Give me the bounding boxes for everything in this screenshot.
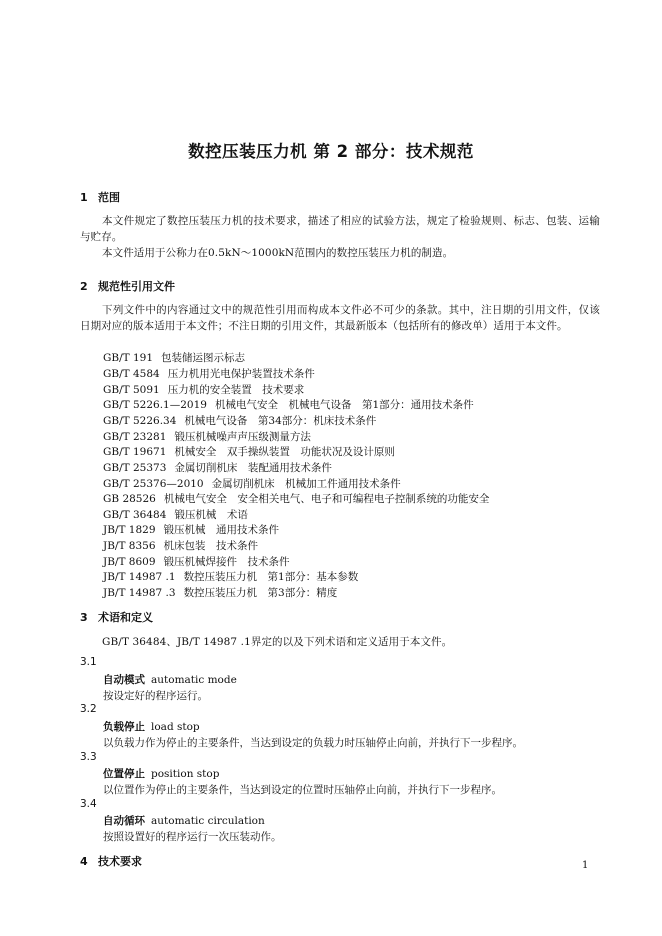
reference-title: 机械电气安全 机械电气设备 第1部分：通用技术条件 <box>214 399 474 411</box>
term-number: 3.1 <box>80 656 97 668</box>
reference-item <box>103 554 290 569</box>
reference-item <box>103 569 358 584</box>
term-heading <box>103 719 200 734</box>
document-title: 数控压装压力机 第 2 部分：技术规范 <box>188 142 474 161</box>
reference-title: 数控压装压力机 第1部分：基本参数 <box>183 571 359 583</box>
section-title: 规范性引用文件 <box>98 280 175 293</box>
reference-code: GB/T 5091 <box>103 384 160 396</box>
reference-code: JB/T 8609 <box>103 556 156 568</box>
reference-title: 金属切削机床 机械加工件通用技术条件 <box>211 478 401 490</box>
section-title: 技术要求 <box>98 855 142 868</box>
section-number: 3 <box>80 611 88 624</box>
reference-title: 包装储运图示标志 <box>161 352 246 364</box>
terms-intro: GB/T 36484、JB/T 14987 .1界定的以及下列术语和定义适用于本文件。 <box>102 636 453 648</box>
reference-code: GB/T 36484 <box>103 509 167 521</box>
page-number: 1 <box>582 860 589 871</box>
reference-code: GB/T 23281 <box>103 431 167 443</box>
reference-title: 数控压装压力机 第3部分：精度 <box>183 587 338 599</box>
term-zh: 位置停止 <box>103 768 145 780</box>
section-title: 术语和定义 <box>98 611 153 624</box>
term-heading <box>103 672 237 687</box>
reference-item <box>103 507 248 522</box>
reference-item <box>103 522 279 537</box>
term-heading <box>103 766 219 781</box>
reference-item <box>103 397 474 412</box>
reference-code: GB/T 5226.34 <box>103 415 177 427</box>
section-number: 1 <box>80 191 88 204</box>
reference-title: 压力机用光电保护装置技术条件 <box>167 368 315 380</box>
reference-item <box>103 538 258 553</box>
reference-title: 机械电气设备 第34部分：机床技术条件 <box>184 415 377 427</box>
section-1-heading <box>80 189 120 205</box>
reference-code: GB/T 5226.1—2019 <box>103 399 207 411</box>
reference-title: 压力机的安全装置 技术要求 <box>167 384 305 396</box>
reference-code: JB/T 1829 <box>103 524 156 536</box>
term-en: position stop <box>151 768 220 780</box>
reference-code: GB/T 19671 <box>103 446 167 458</box>
section-4-heading <box>80 853 142 869</box>
reference-item <box>103 350 245 365</box>
normative-intro: 下列文件中的内容通过文中的规范性引用而构成本文件必不可少的条款。其中，注日期的引用文件，仅该日期对应的版本适用于本文件；不注日期的引用文件，其最新版本（包括所有的修改单）适用于本文件。 <box>80 304 600 332</box>
section-2-heading <box>80 278 175 294</box>
reference-item <box>103 429 311 444</box>
reference-code: GB/T 4584 <box>103 368 160 380</box>
term-definition: 以负载力作为停止的主要条件，当达到设定的负载力时压轴停止向前，并执行下一步程序。 <box>103 737 523 749</box>
reference-title: 机床包装 技术条件 <box>163 540 259 552</box>
reference-code: JB/T 14987 .3 <box>103 587 176 599</box>
term-definition: 以位置作为停止的主要条件，当达到设定的位置时压轴停止向前，并执行下一步程序。 <box>103 784 502 796</box>
term-en: automatic circulation <box>151 815 265 827</box>
reference-item <box>103 366 315 381</box>
section-number: 4 <box>80 855 88 868</box>
term-number: 3.4 <box>80 798 97 810</box>
reference-title: 机械安全 双手操纵装置 功能状况及设计原则 <box>174 446 395 458</box>
reference-title: 锻压机械噪声声压级测量方法 <box>174 431 311 443</box>
reference-code: GB/T 25376—2010 <box>103 478 204 490</box>
reference-code: GB 28526 <box>103 493 156 505</box>
scope-paragraph-2: 本文件适用于公称力在0.5kN～1000kN范围内的数控压装压力机的制造。 <box>102 247 454 259</box>
reference-title: 锻压机械 术语 <box>174 509 248 521</box>
reference-title: 锻压机械焊接件 技术条件 <box>163 556 290 568</box>
reference-item <box>103 444 395 459</box>
term-number: 3.3 <box>80 751 97 763</box>
reference-title: 锻压机械 通用技术条件 <box>163 524 280 536</box>
term-heading <box>103 813 265 828</box>
scope-paragraph-1: 本文件规定了数控压装压力机的技术要求，描述了相应的试验方法，规定了检验规则、标志、包装、运输与贮存。 <box>80 215 600 243</box>
reference-item <box>103 491 489 506</box>
term-definition: 按照设置好的程序运行一次压装动作。 <box>103 831 282 843</box>
section-3-heading <box>80 609 153 625</box>
term-definition: 按设定好的程序运行。 <box>103 690 208 702</box>
term-en: load stop <box>151 721 200 733</box>
reference-item <box>103 382 304 397</box>
reference-item <box>103 476 401 491</box>
reference-item <box>103 585 337 600</box>
section-number: 2 <box>80 280 88 293</box>
reference-title: 机械电气安全 安全相关电气、电子和可编程电子控制系统的功能安全 <box>163 493 490 505</box>
section-title: 范围 <box>98 191 120 204</box>
term-zh: 自动循环 <box>103 815 145 827</box>
reference-code: GB/T 25373 <box>103 462 167 474</box>
term-zh: 负载停止 <box>103 721 145 733</box>
reference-item <box>103 460 332 475</box>
reference-item <box>103 413 376 428</box>
reference-code: JB/T 14987 .1 <box>103 571 176 583</box>
term-zh: 自动模式 <box>103 674 145 686</box>
reference-code: GB/T 191 <box>103 352 154 364</box>
term-en: automatic mode <box>151 674 237 686</box>
term-number: 3.2 <box>80 703 97 715</box>
reference-code: JB/T 8356 <box>103 540 156 552</box>
reference-title: 金属切削机床 装配通用技术条件 <box>174 462 332 474</box>
